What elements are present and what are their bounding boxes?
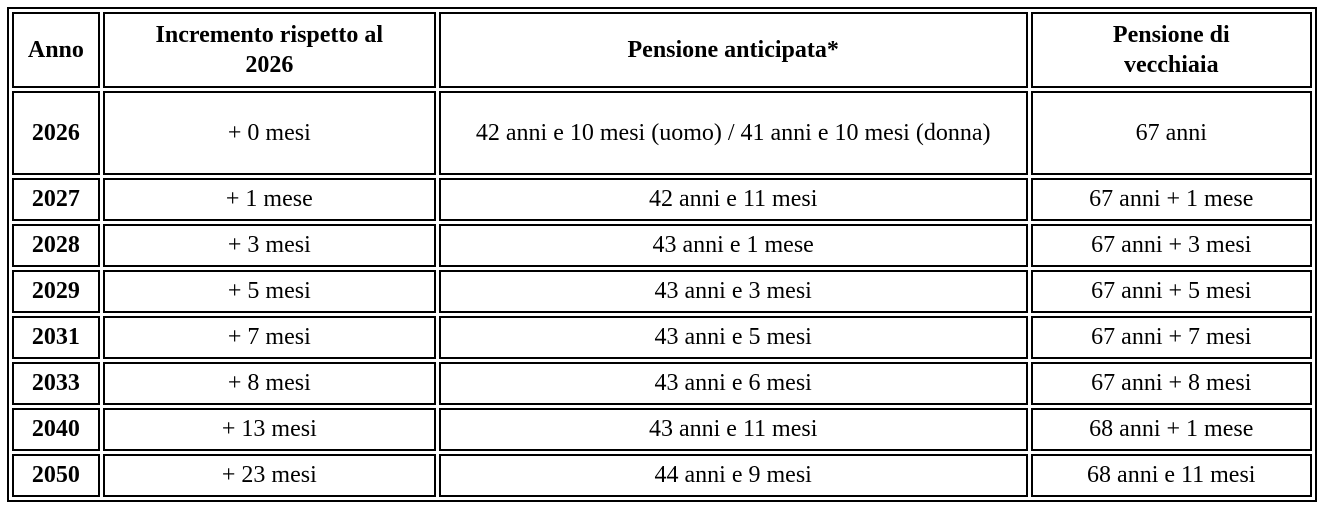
column-header-anno-label: Anno [27,37,84,63]
cell-incremento-value: + 8 mesi [227,370,311,396]
cell-incremento-value: + 23 mesi [221,462,317,488]
table-row [12,224,1312,267]
column-header-anno [12,12,100,88]
cell-incremento-value: + 13 mesi [221,416,317,442]
cell-anticipata [439,408,1028,451]
table-row [12,454,1312,497]
cell-anno-value: 2040 [31,416,80,442]
cell-incremento-value: + 1 mese [225,186,313,212]
cell-anno [12,270,100,313]
cell-vecchiaia-value: 68 anni e 11 mesi [1087,462,1256,488]
cell-anno-value: 2031 [31,324,80,350]
table-row [12,362,1312,405]
cell-anticipata-value: 43 anni e 5 mesi [654,324,812,350]
cell-anticipata [439,316,1028,359]
cell-incremento [103,408,436,451]
column-header-incremento-label: Incremento rispetto al 2026 [155,22,384,78]
pension-table [7,7,1317,502]
cell-anticipata-value: 44 anni e 9 mesi [654,462,812,488]
cell-anno [12,316,100,359]
cell-anno [12,454,100,497]
cell-vecchiaia [1031,270,1312,313]
cell-vecchiaia [1031,91,1312,175]
table-row [12,408,1312,451]
cell-vecchiaia-value: 67 anni + 7 mesi [1091,324,1252,350]
cell-incremento [103,178,436,221]
cell-anno [12,91,100,175]
cell-vecchiaia-value: 67 anni [1135,119,1207,146]
cell-incremento-value: + 3 mesi [227,232,311,258]
table-row [12,91,1312,175]
column-header-vecchiaia [1031,12,1312,88]
cell-incremento [103,362,436,405]
cell-anno-value: 2033 [31,370,80,396]
cell-anticipata-value: 43 anni e 1 mese [652,232,814,258]
cell-vecchiaia [1031,408,1312,451]
cell-anno-value: 2028 [31,232,80,258]
cell-anticipata-value: 43 anni e 6 mesi [654,370,812,396]
cell-vecchiaia [1031,454,1312,497]
cell-anticipata-value: 42 anni e 11 mesi [648,186,818,212]
cell-anno-value: 2026 [31,119,80,146]
cell-anno-value: 2029 [31,278,80,304]
cell-vecchiaia-value: 68 anni + 1 mese [1089,416,1254,442]
cell-anticipata [439,224,1028,267]
cell-vecchiaia [1031,316,1312,359]
column-header-anticipata [439,12,1028,88]
cell-incremento [103,316,436,359]
cell-incremento-value: + 7 mesi [227,324,311,350]
cell-anticipata-value: 43 anni e 11 mesi [648,416,818,442]
cell-vecchiaia [1031,362,1312,405]
cell-incremento [103,224,436,267]
cell-anno [12,224,100,267]
cell-incremento [103,270,436,313]
cell-anticipata [439,270,1028,313]
column-header-vecchiaia-label: Pensione di vecchiaia [1112,22,1230,78]
cell-vecchiaia-value: 67 anni + 3 mesi [1091,232,1252,258]
table-row [12,178,1312,221]
cell-anticipata [439,454,1028,497]
cell-anticipata-value: 43 anni e 3 mesi [654,278,812,304]
table-row [12,270,1312,313]
cell-incremento-value: + 5 mesi [227,278,311,304]
cell-incremento [103,91,436,175]
cell-anno-value: 2027 [31,186,80,212]
table-row [12,316,1312,359]
cell-vecchiaia [1031,178,1312,221]
cell-anno [12,408,100,451]
column-header-anticipata-label: Pensione anticipata* [627,37,839,63]
cell-anticipata [439,362,1028,405]
cell-anticipata-value: 42 anni e 10 mesi (uomo) / 41 anni e 10 mesi (donna) [475,120,991,146]
header-row [12,12,1312,88]
cell-vecchiaia-value: 67 anni + 1 mese [1089,186,1254,212]
cell-vecchiaia [1031,224,1312,267]
cell-anno-value: 2050 [31,462,80,488]
column-header-incremento [103,12,436,88]
cell-incremento-value: + 0 mesi [227,119,311,146]
cell-vecchiaia-value: 67 anni + 8 mesi [1091,370,1252,396]
table-body [12,91,1312,497]
cell-anno [12,178,100,221]
cell-vecchiaia-value: 67 anni + 5 mesi [1091,278,1252,304]
cell-anticipata [439,178,1028,221]
cell-incremento [103,454,436,497]
cell-anno [12,362,100,405]
cell-anticipata [439,91,1028,175]
